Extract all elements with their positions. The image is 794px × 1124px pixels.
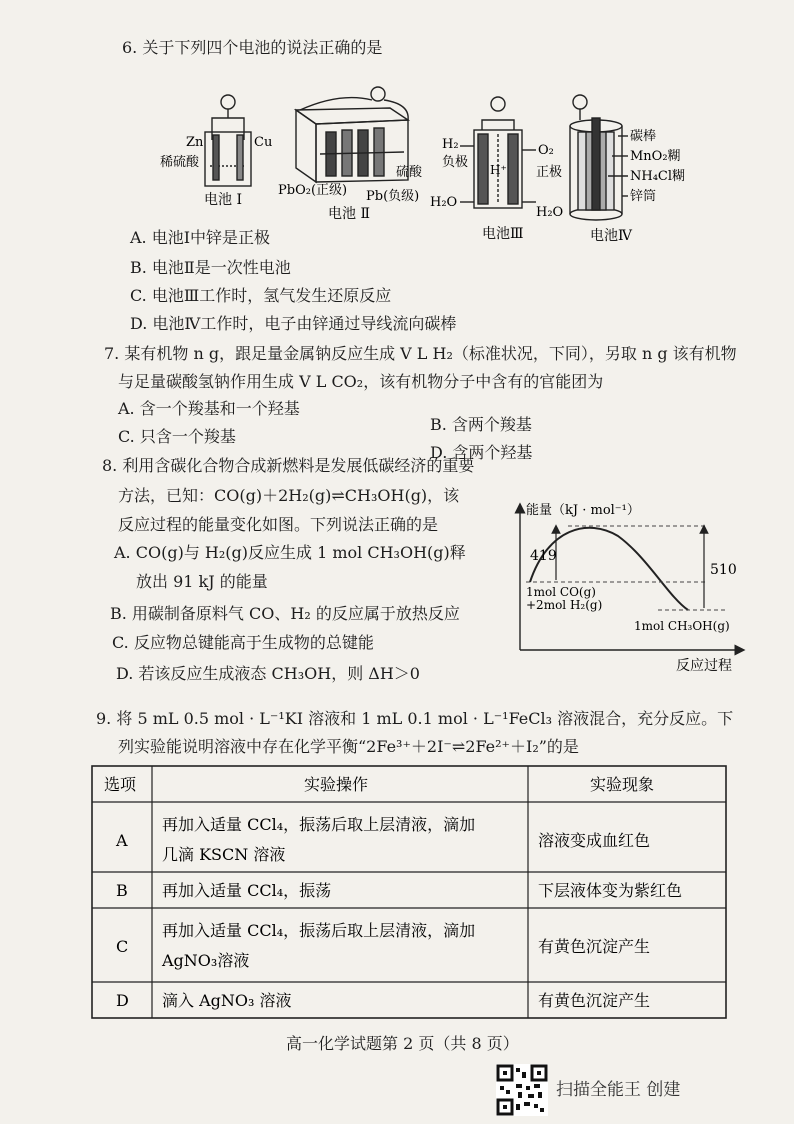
q7-line-2: 与足量碳酸氢钠作用生成 V L CO₂，该有机物分子中含有的官能团为 xyxy=(118,372,604,391)
energy-ea-value: 419 xyxy=(530,548,557,564)
q8-option-a-line-1: A. CO(g)与 H₂(g)反应生成 1 mol CH₃OH(g)释 xyxy=(114,543,466,562)
q8-option-a-line-2: 放出 91 kJ 的能量 xyxy=(136,572,268,591)
table-row-c-option: C xyxy=(116,937,129,956)
battery-3-o2-label: O₂ xyxy=(538,143,554,158)
table-row-b-option: B xyxy=(116,881,128,900)
battery-4-name: 电池Ⅳ xyxy=(590,228,632,244)
battery-1-name: 电池 Ⅰ xyxy=(204,192,242,208)
battery-3-hplus-label: H⁺ xyxy=(490,163,507,177)
q6-option-a: A. 电池Ⅰ中锌是正极 xyxy=(130,228,271,247)
q8-line-1: 8. 利用含碳化合物合成新燃料是发展低碳经济的重要 xyxy=(102,456,475,475)
q7-line-1: 7. 某有机物 n g，跟足量金属钠反应生成 V L H₂（标准状况，下同），另取 n g 该有机物 xyxy=(104,344,737,363)
q9-table xyxy=(90,764,730,1022)
q7-option-b: B. 含两个羧基 xyxy=(430,415,532,434)
q6-option-d: D. 电池Ⅳ工作时，电子由锌通过导线流向碳棒 xyxy=(130,314,457,333)
page-footer: 高一化学试题第 2 页（共 8 页） xyxy=(286,1034,519,1053)
energy-diagram xyxy=(508,498,748,688)
battery-4-label-zinc: 锌筒 xyxy=(630,189,657,204)
table-header-phenomenon: 实验现象 xyxy=(590,775,655,794)
q8-line-2: 方法，已知：CO(g)＋2H₂(g)⇌CH₃OH(g)，该 xyxy=(118,486,460,505)
q7-option-d: D. 含两个羟基 xyxy=(430,443,533,462)
battery-4-diagram xyxy=(570,95,628,220)
energy-reactant-label-2: +2mol H₂(g) xyxy=(526,598,603,612)
q8-option-b: B. 用碳制备原料气 CO、H₂ 的反应属于放热反应 xyxy=(110,604,460,623)
table-header-operation: 实验操作 xyxy=(304,775,369,794)
battery-1-zn-label: Zn xyxy=(186,135,204,150)
q6-stem: 6. 关于下列四个电池的说法正确的是 xyxy=(122,38,383,57)
table-header-option: 选项 xyxy=(104,775,137,794)
table-row-c-result: 有黄色沉淀产生 xyxy=(538,937,651,956)
q9-line-2: 列实验能说明溶液中存在化学平衡“2Fe³⁺＋2I⁻⇌2Fe²⁺＋I₂”的是 xyxy=(118,737,579,756)
battery-3-h2-label: H₂ xyxy=(442,137,459,152)
battery-2-pbo2-label: PbO₂(正级) xyxy=(278,183,348,198)
energy-reactant-label-1: 1mol CO(g) xyxy=(526,585,596,599)
battery-1-acid-label: 稀硫酸 xyxy=(160,155,200,170)
table-row-d-op-1: 滴入 AgNO₃ 溶液 xyxy=(162,991,292,1010)
q8-option-c: C. 反应物总键能高于生成物的总键能 xyxy=(112,633,374,652)
energy-x-label: 反应过程 xyxy=(676,658,732,674)
battery-3-h2o-left-label: H₂O xyxy=(430,195,458,210)
table-row-a-op-1: 再加入适量 CCl₄，振荡后取上层清液，滴加 xyxy=(162,815,476,834)
table-row-d-result: 有黄色沉淀产生 xyxy=(538,991,651,1010)
battery-3-pos-label: 正极 xyxy=(536,165,563,180)
battery-1-cu-label: Cu xyxy=(254,135,273,150)
table-row-c-op-2: AgNO₃溶液 xyxy=(162,951,250,970)
battery-3-h2o-right-label: H₂O xyxy=(536,205,564,220)
table-row-b-result: 下层液体变为紫红色 xyxy=(538,881,683,900)
battery-2-pb-label: Pb(负级) xyxy=(366,189,420,204)
table-row-a-option: A xyxy=(116,831,128,850)
table-row-a-op-2: 几滴 KSCN 溶液 xyxy=(162,845,286,864)
battery-4-label-nh4cl: NH₄Cl糊 xyxy=(630,169,686,184)
q6-battery-figure xyxy=(0,80,794,310)
q6-option-b: B. 电池Ⅱ是一次性电池 xyxy=(130,258,291,277)
battery-2-acid-label: 硫酸 xyxy=(396,165,423,180)
scanner-watermark: 扫描全能王 创建 xyxy=(556,1080,681,1100)
q8-line-3: 反应过程的能量变化如图。下列说法正确的是 xyxy=(118,515,439,534)
energy-product-label: 1mol CH₃OH(g) xyxy=(634,619,730,633)
battery-3-diagram xyxy=(460,97,536,208)
table-row-c-op-1: 再加入适量 CCl₄，振荡后取上层清液，滴加 xyxy=(162,921,476,940)
q7-option-a: A. 含一个羧基和一个羟基 xyxy=(118,399,300,418)
q8-option-d: D. 若该反应生成液态 CH₃OH，则 ΔH＞0 xyxy=(116,664,420,683)
battery-1-diagram xyxy=(205,95,251,186)
battery-2-name: 电池 Ⅱ xyxy=(328,206,370,222)
table-row-d-option: D xyxy=(116,991,129,1010)
energy-y-label: 能量（kJ · mol⁻¹） xyxy=(526,503,640,518)
energy-total-value: 510 xyxy=(710,562,737,578)
battery-4-label-carbon: 碳棒 xyxy=(630,129,657,144)
q9-line-1: 9. 将 5 mL 0.5 mol · L⁻¹KI 溶液和 1 mL 0.1 mol · L⁻¹FeCl₃ 溶液混合，充分反应。下 xyxy=(96,709,734,728)
table-row-a-result: 溶液变成血红色 xyxy=(538,831,651,850)
q6-option-c: C. 电池Ⅲ工作时，氢气发生还原反应 xyxy=(130,286,392,305)
table-row-b-op-1: 再加入适量 CCl₄，振荡 xyxy=(162,881,332,900)
battery-3-name: 电池Ⅲ xyxy=(482,226,524,242)
battery-4-label-mno2: MnO₂糊 xyxy=(630,149,681,164)
battery-2-diagram xyxy=(296,87,408,182)
qr-code-icon xyxy=(496,1064,548,1116)
battery-3-neg-label: 负极 xyxy=(442,155,469,170)
q7-option-c: C. 只含一个羧基 xyxy=(118,427,236,446)
